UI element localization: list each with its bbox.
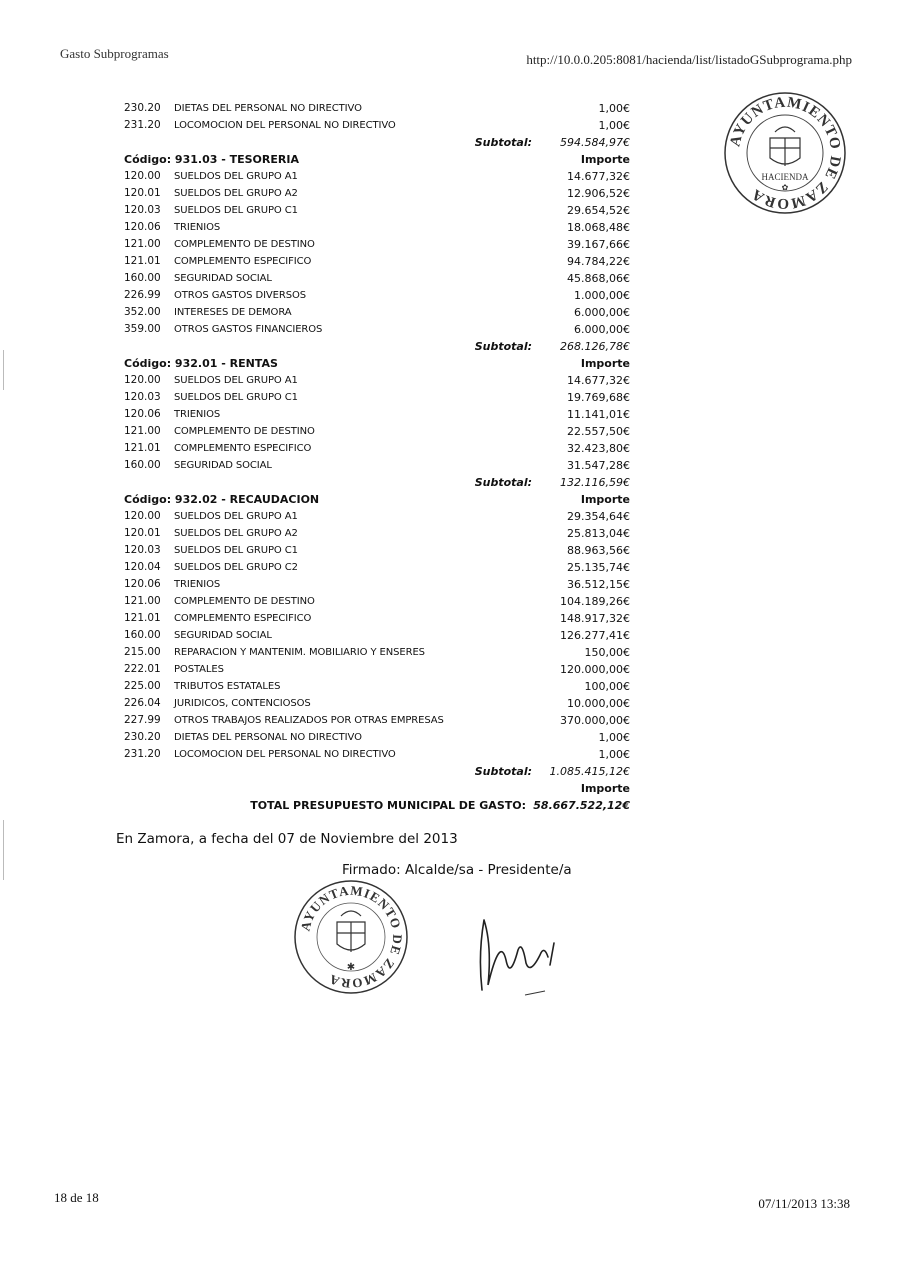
account-description: TRIENIOS [174, 579, 221, 590]
subtotal-row [118, 338, 634, 355]
account-code: 120.01 [124, 527, 161, 539]
page-header-url: http://10.0.0.205:8081/hacienda/list/listadoGSubprograma.php [526, 52, 852, 67]
importe-header: Importe [580, 357, 630, 370]
subtotal-label: Subtotal: [474, 340, 532, 353]
amount: 25.813,04€ [567, 527, 630, 540]
place-and-date: En Zamora, a fecha del 07 de Noviembre del 2013 [116, 831, 458, 847]
account-code: 120.00 [124, 374, 161, 386]
account-code: 120.04 [124, 561, 161, 573]
account-description: REPARACION Y MANTENIM. MOBILIARIO Y ENSERES [174, 647, 425, 658]
amount: 12.906,52€ [567, 187, 630, 200]
account-description: OTROS GASTOS FINANCIEROS [174, 324, 323, 335]
table-row [118, 219, 634, 236]
account-code: 121.01 [124, 255, 161, 267]
table-row [118, 389, 634, 406]
subtotal-amount: 594.584,97€ [560, 136, 630, 149]
amount: 39.167,66€ [567, 238, 630, 251]
account-description: TRIENIOS [174, 222, 221, 233]
signed-by: Firmado: Alcalde/sa - Presidente/a [342, 862, 572, 878]
table-row [118, 440, 634, 457]
table-row [118, 610, 634, 627]
account-description: POSTALES [174, 664, 224, 675]
amount: 370.000,00€ [560, 714, 630, 727]
signature-icon [470, 905, 580, 1005]
amount: 126.277,41€ [560, 629, 630, 642]
account-description: SEGURIDAD SOCIAL [174, 630, 272, 641]
section-heading [118, 151, 634, 168]
account-description: SUELDOS DEL GRUPO C1 [174, 205, 298, 216]
amount: 32.423,80€ [567, 442, 630, 455]
table-row [118, 202, 634, 219]
account-code: 230.20 [124, 731, 161, 743]
amount: 19.769,68€ [567, 391, 630, 404]
section-title: Código: 932.02 - RECAUDACION [124, 493, 320, 506]
subtotal-row [118, 474, 634, 491]
table-row [118, 287, 634, 304]
account-code: 352.00 [124, 306, 161, 318]
amount: 36.512,15€ [567, 578, 630, 591]
grand-total-row [118, 797, 634, 814]
subtotal-amount: 132.116,59€ [560, 476, 630, 489]
table-row [118, 321, 634, 338]
amount: 1,00€ [598, 731, 630, 744]
amount: 100,00€ [584, 680, 630, 693]
amount: 1,00€ [598, 102, 630, 115]
amount: 14.677,32€ [567, 170, 630, 183]
account-description: COMPLEMENTO DE DESTINO [174, 239, 315, 250]
table-row [118, 576, 634, 593]
table-row [118, 236, 634, 253]
table-row [118, 644, 634, 661]
importe-header: Importe [580, 153, 630, 166]
table-row [118, 712, 634, 729]
account-description: COMPLEMENTO ESPECIFICO [174, 256, 312, 267]
account-code: 120.00 [124, 170, 161, 182]
account-code: 121.01 [124, 442, 161, 454]
table-row [118, 593, 634, 610]
account-code: 121.00 [124, 425, 161, 437]
account-code: 215.00 [124, 646, 161, 658]
amount: 1,00€ [598, 119, 630, 132]
grand-total-amount: 58.667.522,12€ [533, 799, 630, 812]
account-description: SUELDOS DEL GRUPO A2 [174, 188, 298, 199]
account-description: SUELDOS DEL GRUPO C1 [174, 545, 298, 556]
amount: 25.135,74€ [567, 561, 630, 574]
table-row [118, 270, 634, 287]
account-code: 120.06 [124, 221, 161, 233]
account-code: 121.00 [124, 238, 161, 250]
account-description: COMPLEMENTO ESPECIFICO [174, 443, 312, 454]
account-code: 121.01 [124, 612, 161, 624]
account-description: COMPLEMENTO DE DESTINO [174, 426, 315, 437]
amount: 29.654,52€ [567, 204, 630, 217]
subtotal-amount: 1.085.415,12€ [549, 765, 630, 778]
account-description: COMPLEMENTO ESPECIFICO [174, 613, 312, 624]
hacienda-stamp-icon [720, 88, 850, 218]
table-row [118, 372, 634, 389]
account-description: LOCOMOCION DEL PERSONAL NO DIRECTIVO [174, 120, 396, 131]
account-description: DIETAS DEL PERSONAL NO DIRECTIVO [174, 103, 362, 114]
account-description: TRIBUTOS ESTATALES [174, 681, 281, 692]
table-row [118, 542, 634, 559]
scan-margin-mark [3, 350, 4, 390]
section-title: Código: 932.01 - RENTAS [124, 357, 278, 370]
scan-margin-mark [3, 820, 4, 880]
account-description: SUELDOS DEL GRUPO A2 [174, 528, 298, 539]
account-code: 120.01 [124, 187, 161, 199]
account-code: 231.20 [124, 748, 161, 760]
page-header-title: Gasto Subprogramas [60, 46, 169, 61]
account-code: 160.00 [124, 459, 161, 471]
account-description: OTROS TRABAJOS REALIZADOS POR OTRAS EMPRESAS [174, 715, 444, 726]
subtotal-row [118, 763, 634, 780]
amount: 1,00€ [598, 748, 630, 761]
amount: 150,00€ [584, 646, 630, 659]
amount: 22.557,50€ [567, 425, 630, 438]
account-description: SUELDOS DEL GRUPO A1 [174, 375, 298, 386]
ayuntamiento-seal-icon [292, 878, 410, 996]
table-row [118, 406, 634, 423]
account-description: LOCOMOCION DEL PERSONAL NO DIRECTIVO [174, 749, 396, 760]
account-code: 227.99 [124, 714, 161, 726]
subtotal-label: Subtotal: [474, 136, 532, 149]
amount: 29.354,64€ [567, 510, 630, 523]
subtotal-amount: 268.126,78€ [560, 340, 630, 353]
importe-header: Importe [580, 782, 630, 795]
table-row [118, 661, 634, 678]
print-datetime: 07/11/2013 13:38 [758, 1196, 850, 1211]
account-code: 120.03 [124, 204, 161, 216]
account-code: 120.06 [124, 578, 161, 590]
account-description: SEGURIDAD SOCIAL [174, 460, 272, 471]
table-row [118, 559, 634, 576]
account-description: SUELDOS DEL GRUPO A1 [174, 171, 298, 182]
page-number: 18 de 18 [54, 1190, 99, 1205]
amount: 11.141,01€ [567, 408, 630, 421]
account-description: SUELDOS DEL GRUPO C2 [174, 562, 298, 573]
account-code: 160.00 [124, 272, 161, 284]
account-description: INTERESES DE DEMORA [174, 307, 292, 318]
amount: 1.000,00€ [574, 289, 630, 302]
table-row [118, 185, 634, 202]
account-code: 120.06 [124, 408, 161, 420]
account-code: 226.99 [124, 289, 161, 301]
subtotal-label: Subtotal: [474, 765, 532, 778]
importe-header-row [118, 780, 634, 797]
table-row [118, 746, 634, 763]
amount: 88.963,56€ [567, 544, 630, 557]
importe-header: Importe [580, 493, 630, 506]
account-description: SUELDOS DEL GRUPO C1 [174, 392, 298, 403]
account-code: 120.03 [124, 391, 161, 403]
amount: 104.189,26€ [560, 595, 630, 608]
account-code: 226.04 [124, 697, 161, 709]
account-description: TRIENIOS [174, 409, 221, 420]
amount: 10.000,00€ [567, 697, 630, 710]
amount: 18.068,48€ [567, 221, 630, 234]
svg-text:HACIENDA: HACIENDA [761, 172, 809, 182]
table-row [118, 695, 634, 712]
account-description: COMPLEMENTO DE DESTINO [174, 596, 315, 607]
amount: 14.677,32€ [567, 374, 630, 387]
table-row [118, 304, 634, 321]
account-description: SUELDOS DEL GRUPO A1 [174, 511, 298, 522]
subtotal-row [118, 134, 634, 151]
grand-total-label: TOTAL PRESUPUESTO MUNICIPAL DE GASTO: [250, 799, 526, 812]
account-code: 359.00 [124, 323, 161, 335]
subtotal-label: Subtotal: [474, 476, 532, 489]
account-code: 121.00 [124, 595, 161, 607]
account-code: 160.00 [124, 629, 161, 641]
table-row [118, 117, 634, 134]
svg-text:✿: ✿ [781, 183, 789, 192]
amount: 120.000,00€ [560, 663, 630, 676]
svg-text:AYUNTAMIENTO DE ZAMORA: AYUNTAMIENTO DE ZAMORA [297, 882, 406, 992]
amount: 31.547,28€ [567, 459, 630, 472]
svg-text:AYUNTAMIENTO DE ZAMORA: AYUNTAMIENTO DE ZAMORA [727, 94, 844, 212]
table-row [118, 627, 634, 644]
account-code: 222.01 [124, 663, 161, 675]
table-row [118, 678, 634, 695]
table-row [118, 508, 634, 525]
section-title: Código: 931.03 - TESORERIA [124, 153, 299, 166]
section-heading [118, 355, 634, 372]
svg-text:✱: ✱ [346, 962, 356, 973]
amount: 6.000,00€ [574, 306, 630, 319]
amount: 6.000,00€ [574, 323, 630, 336]
budget-table [118, 100, 634, 814]
account-code: 230.20 [124, 102, 161, 114]
account-code: 120.03 [124, 544, 161, 556]
amount: 45.868,06€ [567, 272, 630, 285]
account-description: SEGURIDAD SOCIAL [174, 273, 272, 284]
table-row [118, 525, 634, 542]
table-row [118, 423, 634, 440]
account-description: JURIDICOS, CONTENCIOSOS [174, 698, 311, 709]
account-code: 120.00 [124, 510, 161, 522]
table-row [118, 253, 634, 270]
table-row [118, 729, 634, 746]
account-description: DIETAS DEL PERSONAL NO DIRECTIVO [174, 732, 362, 743]
account-code: 225.00 [124, 680, 161, 692]
table-row [118, 457, 634, 474]
section-heading [118, 491, 634, 508]
table-row [118, 168, 634, 185]
account-code: 231.20 [124, 119, 161, 131]
amount: 148.917,32€ [560, 612, 630, 625]
table-row [118, 100, 634, 117]
account-description: OTROS GASTOS DIVERSOS [174, 290, 306, 301]
amount: 94.784,22€ [567, 255, 630, 268]
